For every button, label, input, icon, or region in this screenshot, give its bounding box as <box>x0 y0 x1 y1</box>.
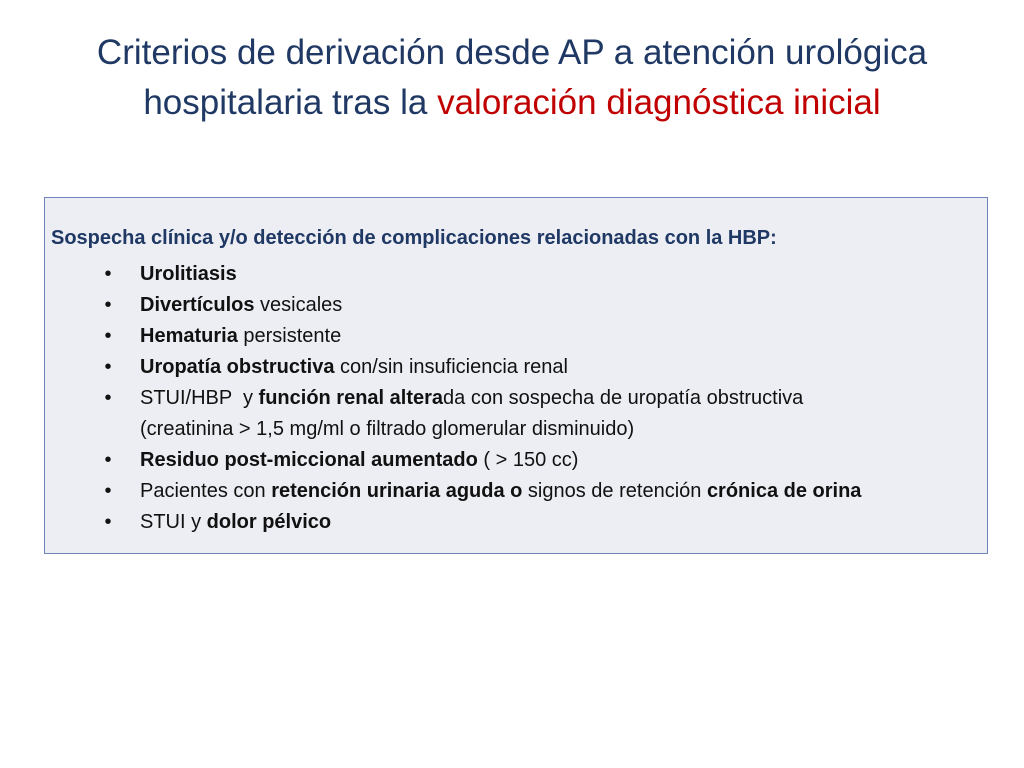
item-bold-text: retención urinaria aguda o <box>271 480 523 502</box>
item-text: STUI y <box>140 511 207 533</box>
criteria-item-retencion <box>45 476 861 507</box>
criteria-item-dolor-pelvico <box>45 507 861 538</box>
criteria-item-funcion-renal <box>45 383 861 414</box>
item-text: con/sin insuficiencia renal <box>334 356 568 378</box>
criteria-item-urolitiasis <box>45 259 861 290</box>
item-bold-text: Uropatía obstructiva <box>140 356 335 378</box>
item-bold-text: función renal altera <box>258 387 444 409</box>
item-bold-text: crónica de orina <box>706 480 862 502</box>
item-text: ( > 150 cc) <box>477 449 579 471</box>
item-text: (creatinina > 1,5 mg/ml o filtrado glomerular disminuido) <box>140 418 635 440</box>
bullet-icon: • <box>104 356 112 378</box>
criteria-item-hematuria <box>45 321 861 352</box>
criteria-item-diverticulos <box>45 290 861 321</box>
bullet-icon: • <box>104 511 112 533</box>
item-bold-text: Divertículos <box>140 294 255 316</box>
bullet-icon: • <box>104 449 112 471</box>
bullet-icon: • <box>104 480 112 502</box>
title-line-1: Criterios de derivación desde AP a atención urológica <box>96 33 928 72</box>
item-bold-text: Residuo post-miccional aumentado <box>140 449 478 471</box>
bullet-icon: • <box>104 294 112 316</box>
item-bold-text: dolor pélvico <box>206 511 332 533</box>
item-bold-text: Hematuria <box>140 325 238 347</box>
item-text: persistente <box>237 325 342 347</box>
criteria-item-uropatia <box>45 352 861 383</box>
criteria-list <box>45 259 861 538</box>
item-text: Pacientes con <box>140 480 272 502</box>
title-highlight: valoración diagnóstica inicial <box>437 83 881 122</box>
item-text: da con sospecha de uropatía obstructiva <box>443 387 804 409</box>
item-text: vesicales <box>254 294 343 316</box>
item-text: signos de retención <box>522 480 707 502</box>
criteria-item-creatinina-continuation <box>45 414 861 445</box>
criteria-box <box>44 197 988 554</box>
criteria-heading: Sospecha clínica y/o detección de complicaciones relacionadas con la HBP: <box>51 227 777 249</box>
item-text: STUI/HBP y <box>140 387 259 409</box>
title-line-2: hospitalaria tras la <box>143 83 438 122</box>
slide-title <box>60 28 964 128</box>
bullet-icon: • <box>104 387 112 409</box>
criteria-item-residuo <box>45 445 861 476</box>
bullet-icon: • <box>104 263 112 285</box>
item-bold-text: Urolitiasis <box>140 263 237 285</box>
bullet-icon: • <box>104 325 112 347</box>
